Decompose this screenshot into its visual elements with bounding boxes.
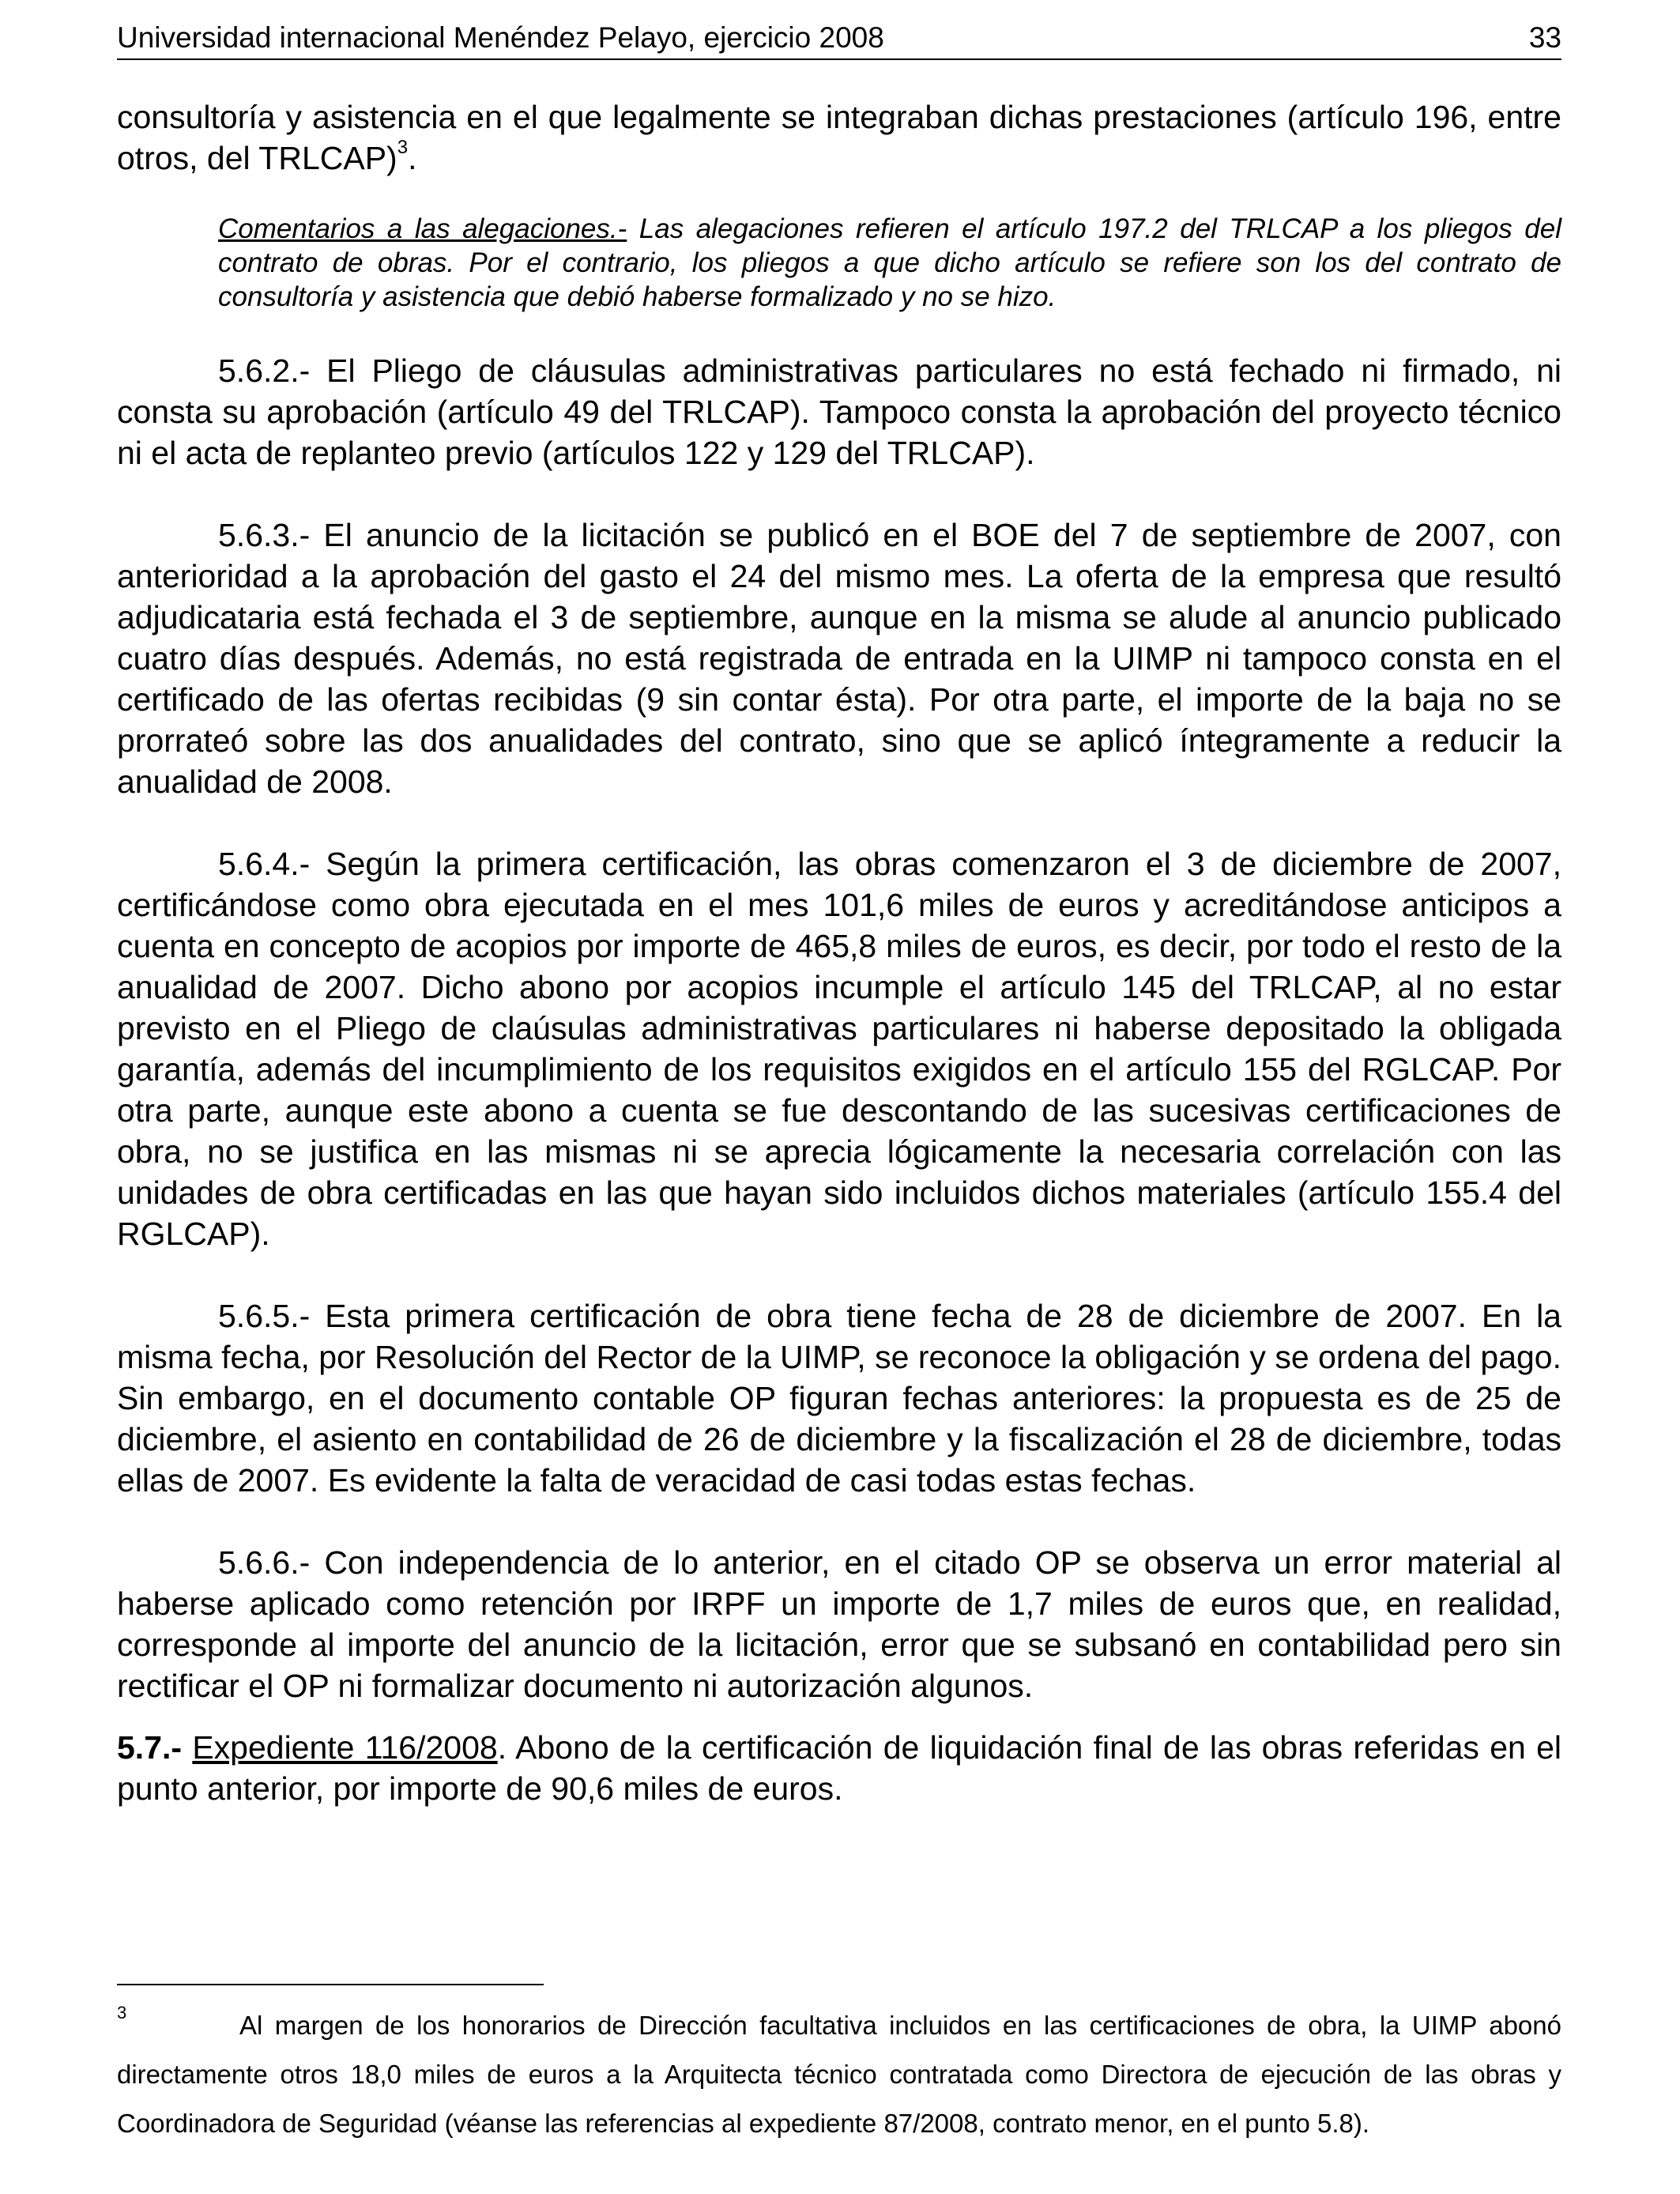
footnote-text: Al margen de los honorarios de Dirección facultativa incluidos en las certificaciones de obra, la UIMP abonó directamente otros 18,0 miles de euros a la Arquitecta técnico contratada como Directora de ejecución de las obras y Coordinadora de Seguridad (véanse las referencias al expediente 87/2008, contrato menor, en el punto 5.8).	[117, 2011, 1561, 2138]
header-title: Universidad internacional Menéndez Pelayo, ejercicio 2008	[117, 21, 884, 54]
footnote-reference[interactable]: 3	[397, 137, 409, 158]
paragraph-5-6-3: 5.6.3.- El anuncio de la licitación se publicó en el BOE del 7 de septiembre de 2007, con anterioridad a la aprobación del gasto el 24 del mismo mes. La oferta de la empresa que resultó adjudicataria está fechada el 3 de septiembre, aunque en la misma se alude al anuncio publicado cuatro días después. Además, no está registrada de entrada en la UIMP ni tampoco consta en el certificado de las ofertas recibidas (9 sin contar ésta). Por otra parte, el importe de la baja no se prorrateó sobre las dos anualidades del contrato, sino que se aplicó íntegramente a reducir la anualidad de 2008.	[117, 517, 1561, 800]
section-number: 5.7.-	[117, 1729, 183, 1766]
paragraph-5-6-6: 5.6.6.- Con independencia de lo anterior, en el citado OP se observa un error material al haberse aplicado como retención por IRPF un importe de 1,7 miles de euros que, en realidad, corresponde al importe del anuncio de la licitación, error que se subsanó en contabilidad pero sin rectificar el OP ni formalizar documento ni autorización algunos.	[117, 1544, 1561, 1704]
comment-label: Comentarios a las alegaciones.-	[218, 213, 627, 244]
page-number: 33	[1528, 21, 1561, 54]
section-text: . Abono de la certificación de liquidación final de las obras referidas en el punto anterior, por importe de 90,6 miles de euros.	[117, 1729, 1561, 1807]
paragraph-5-6-2: 5.6.2.- El Pliego de cláusulas administrativas particulares no está fechado ni firmado, ni consta su aprobación (artículo 49 del TRLCAP). Tampoco consta la aprobación del proyecto técnico ni el acta de replanteo previo (artículos 122 y 129 del TRLCAP).	[117, 352, 1561, 471]
footnote-separator	[117, 1984, 544, 1985]
document-page	[117, 0, 1561, 2194]
section-5-7	[117, 1727, 1561, 1809]
paragraph-5-6-5: 5.6.5.- Esta primera certificación de obra tiene fecha de 28 de diciembre de 2007. En la misma fecha, por Resolución del Rector de la UIMP, se reconoce la obligación y se ordena del pago. Sin embargo, en el documento contable OP figuran fechas anteriores: la propuesta es de 25 de diciembre, el asiento en contabilidad de 26 de diciembre y la fiscalización el 28 de diciembre, todas ellas de 2007. Es evidente la falta de veracidad de casi todas estas fechas.	[117, 1298, 1561, 1498]
comments-on-allegations	[218, 212, 1561, 314]
paragraph-continuation	[117, 96, 1561, 179]
paragraph-end: .	[408, 140, 417, 176]
footnote: 3 Al margen de los honorarios de Dirección facultativa incluidos en las certificaciones de obra, la UIMP abonó directamente otros 18,0 miles de euros a la Arquitecta técnico contratada como Directora de ejecución de las obras y Coordinadora de Seguridad (véanse las referencias al expediente 87/2008, contrato menor, en el punto 5.8).	[117, 2003, 1561, 2138]
body-text	[117, 96, 1561, 1809]
paragraph-text: consultoría y asistencia en el que legalmente se integraban dichas prestaciones (artículo 196, entre otros, del TRLCAP)	[117, 99, 1561, 176]
comment-text: Las alegaciones refieren el artículo 197.2 del TRLCAP a los pliegos del contrato de obras. Por el contrario, los pliegos a que dicho artículo se refiere son los del contrato de consultoría y asistencia que debió haberse formalizado y no se hizo.	[218, 213, 1561, 312]
expediente-link: Expediente 116/2008	[192, 1729, 498, 1766]
paragraph-5-6-4: 5.6.4.- Según la primera certificación, las obras comenzaron el 3 de diciembre de 2007, certificándose como obra ejecutada en el mes 101,6 miles de euros y acreditándose anticipos a cuenta en concepto de acopios por importe de 465,8 miles de euros, es decir, por todo el resto de la anualidad de 2007. Dicho abono por acopios incumple el artículo 145 del TRLCAP, al no estar previsto en el Pliego de claúsulas administrativas particulares ni haberse depositado la obligada garantía, además del incumplimiento de los requisitos exigidos en el artículo 155 del RGLCAP. Por otra parte, aunque este abono a cuenta se fue descontando de las sucesivas certificaciones de obra, no se justifica en las mismas ni se aprecia lógicamente la necesaria correlación con las unidades de obra certificadas en las que hayan sido incluidos dichos materiales (artículo 155.4 del RGLCAP).	[117, 846, 1561, 1252]
page-header	[117, 17, 1561, 60]
